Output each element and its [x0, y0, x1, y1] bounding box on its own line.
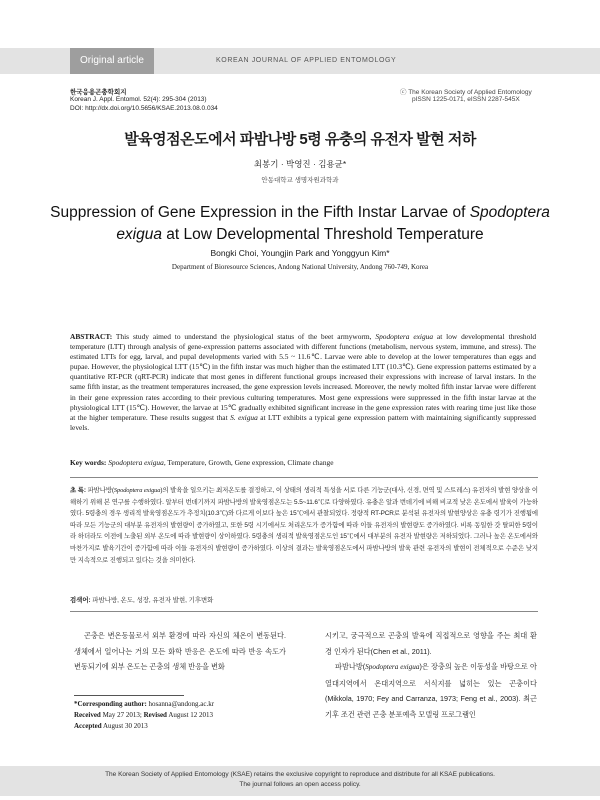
keywords-english [70, 458, 536, 467]
keywords-list: , Temperature, Growth, Gene expression, Climate change [163, 458, 334, 467]
received-revised-dates [74, 710, 214, 721]
corresponding-author [74, 699, 214, 710]
received-date: May 27 2013; [100, 711, 144, 719]
title-english-part2: at Low Developmental Threshold Temperature [162, 226, 484, 243]
abstract-text-1: This study aimed to understand the physiological status of the beet armyworm, [112, 332, 376, 341]
abstract-korean [70, 485, 538, 566]
accepted-date: August 30 2013 [101, 722, 148, 730]
title-english-species: Spodoptera exigua [116, 204, 550, 243]
accepted-label: Accepted [74, 722, 102, 730]
title-english-part1: Suppression of Gene Expression in the Fifth Instar Larvae of [50, 204, 470, 221]
keywords-korean [70, 595, 538, 604]
accepted-date-line [74, 721, 214, 732]
authors-korean: 최봉기 · 박영진 · 김용균* [253, 159, 347, 169]
body-column-right [325, 628, 537, 722]
body-paragraph: 곤충은 변온동물로서 외부 환경에 따라 자신의 체온이 변동된다. 생체에서 일어나는 거의 모든 화학 반응은 온도에 따라 반응 속도가 변동되기에 외부 온도는 곤충의 생체 반응을 변화 [74, 631, 286, 671]
ko-abstract-text-1: 파밤나방( [85, 487, 114, 494]
body-text: 파밤나방( [335, 662, 366, 671]
journal-running-header: KOREAN JOURNAL OF APPLIED ENTOMOLOGY [216, 57, 397, 64]
revised-date: August 12 2013 [166, 711, 214, 719]
abstract-text-3: at LTT exhibits a typical gene expression pattern with maintaining significantly suppressed levels. [70, 412, 536, 432]
revised-label: Revised [143, 711, 167, 719]
article-type-tab [70, 48, 154, 74]
title-english [40, 202, 560, 246]
body-paragraph [325, 659, 537, 722]
footnote [74, 699, 214, 732]
footnote-divider [74, 695, 184, 696]
ko-abstract-species: Spodoptera exigua [113, 487, 161, 494]
affiliation-english: Department of Bioresource Sciences, Andong National University, Andong 760-749, Korea [171, 263, 429, 271]
ko-abstract-label: 초 록: [70, 487, 86, 494]
journal-name-ko: 한국응용곤충학회지 [70, 89, 127, 96]
journal-citation: Korean J. Appl. Entomol. 52(4): 295-304 (2013) [70, 96, 207, 103]
abstract-species: Spodoptera exigua [375, 332, 434, 341]
article-type-label: Original article [80, 55, 144, 66]
corresponding-email[interactable]: hosanna@andong.ac.kr [146, 700, 215, 708]
abstract-species-short: S. exigua [230, 412, 258, 422]
keywords-label: Key words: [70, 458, 107, 467]
ko-keywords-list: 파밤나방, 온도, 성장, 유전자 발현, 기후변화 [90, 597, 214, 604]
society-copyright: ⓒ The Korean Society of Applied Entomology [400, 89, 532, 96]
authors-english: Bongki Choi, Youngjin Park and Yonggyun Kim* [210, 248, 390, 258]
body-column-left [74, 628, 286, 675]
received-label: Received [74, 711, 101, 719]
ko-abstract-text-2: )의 발육을 일으키는 최저온도를 결정하고, 이 상태의 생리적 특성을 서로 다른 기능군(대사, 신경, 면역 및 스트레스) 유전자의 발현 양상을 이해하기 위해 본 연구를 수행하였다. 알부터 번데기까지 파밤나방의 발육영점온도는 5.5~11.6℃로 다양하였다. 유충은 알과 번데기에 비해 비교적 낮은 온도에서 발육이 가능하였다. 5령충의 경우 생리적 발육영점온도가 추정치(10.3℃)와 다르게 이보다 높은 15℃에서 관찰되었다. 정량적 RT-PCR로 분석된 유전자의 발현양상은 유충 령기가 진행됨에 따라 모든 기능군의 대부분 유전자의 발현량이 증가하였고, 또한 5령 시기에서도 처리온도가 증가함에 따라 이들 유전자의 발현량도 증가하였다. 비록 동일한 갓 탈피한 5령이라 하더라도 이전에 노출된 외부 온도에 따라 발현량이 상이하였다. 5령충의 생리적 발육영점온도인 15℃에서 대부분의 유전자 발현량은 저하되었다. 그러나 높은 온도에서와 마찬가지로 발육기간이 증가함에 따라 이들 유전자의 발현량이 증가하였다. 이상의 결과는 발육영점온도에서 파밤나방의 발육 관련 유전자의 발현이 전체적으로 수준은 낮지만 지속적으로 진행되고 있다는 것을 의미한다. [70, 487, 538, 564]
keywords-species: Spodoptera exigua [108, 458, 164, 467]
issn: pISSN 1225-0171, eISSN 2287-545X [412, 96, 520, 103]
divider [70, 477, 538, 478]
title-korean: 발육영점온도에서 파밤나방 5령 유충의 유전자 발현 저하 [124, 131, 476, 148]
divider [70, 611, 538, 612]
corresponding-label: *Corresponding author: [74, 700, 147, 708]
body-species: Spodoptera exigua [365, 663, 420, 671]
doi-link[interactable]: DOI: http://dx.doi.org/10.5656/KSAE.2013.08.0.034 [70, 105, 218, 112]
affiliation-korean: 안동대학교 생명자원과학과 [261, 177, 339, 184]
abstract-english [70, 332, 536, 433]
footer-line-2: The journal follows an open access policy. [239, 781, 361, 788]
abstract-text-2: at low developmental threshold temperature (LTT) through analysis of gene-expression patterns associated with different functions (metabolism, nervous system, immune, and stress). The estimated LTTs for egg, larval, and pupal developments varied with 5.5 ~ 11.6℃. Larvae were able to develop at the lower temperatures than eggs and pupae. However, the physiological LTT (15℃) in the fifth instar was much higher than the estimated LTT (10.3℃). Gene expression patterns estimated by a quantitative RT-PCR (qRT-PCR) indicate that most genes in different functional groups increased their expressions with increase of larval instars. In the same fifth instar, as the treatment temperatures increased, the gene expression levels increased. Moreover, the newly molted fifth instar larvae were different in their gene expression rates according to their previous culturing temperatures. Most gene expressions were suppressed in the fifth instar larvae at the physiological LTT (15℃). However, the larvae at 15℃ gradually exhibited significant increase in the gene expression rates with rearing time just like those at the higher temperature. These results suggest that [70, 332, 537, 422]
body-text: )은 장충의 높은 이동성을 바탕으로 아열대지역에서 온대지역으로 서식지를 넓히는 있는 곤충이다(Mikkola, 1970; Fey and Carranza, 1973; Feng et al., 2003). 최근 기후 조건 관련 곤충 분포예측 모델링 프로그램인 [325, 662, 537, 719]
ko-keywords-label: 검색어: [70, 597, 91, 604]
footer-copyright [80, 770, 520, 790]
abstract-label: ABSTRACT: [70, 332, 113, 341]
body-paragraph: 시키고, 궁극적으로 곤충의 발육에 직접적으로 영향을 주는 최대 환경 인자가 된다(Chen et al., 2011). [325, 631, 537, 656]
footer-line-1: The Korean Society of Applied Entomology (KSAE) retains the exclusive copyright to reproduce and distribute for all KSAE publications. [105, 771, 495, 778]
